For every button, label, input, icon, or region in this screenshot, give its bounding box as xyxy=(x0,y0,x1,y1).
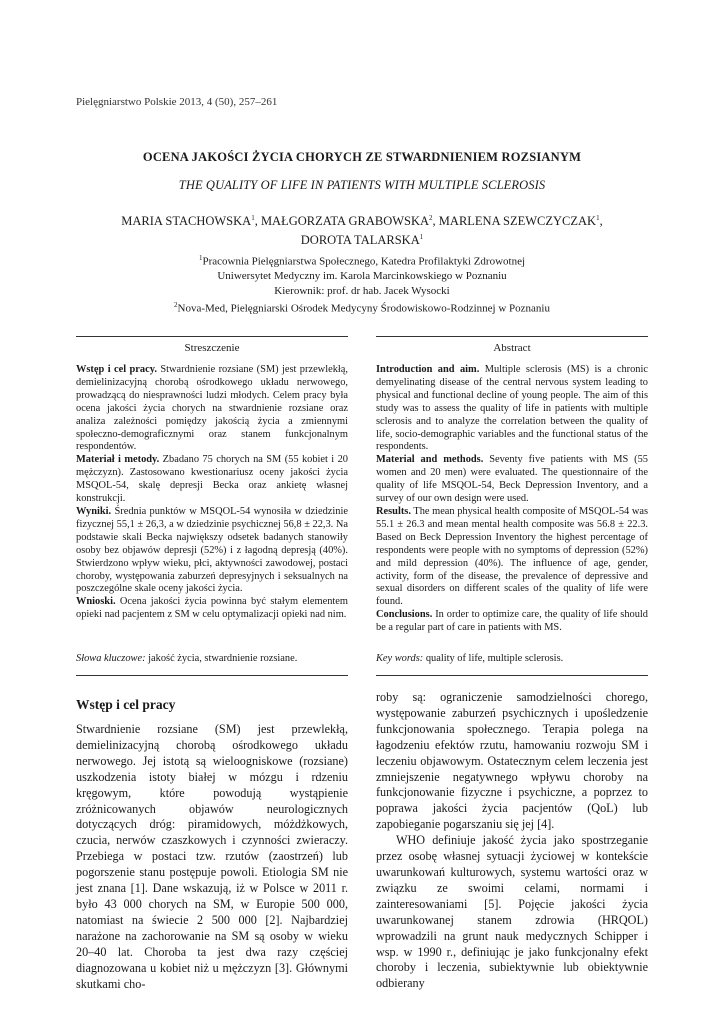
streszczenie-section: Wstęp i cel pracy. Stwardnienie rozsiane (SM) jest przewlekłą, demielinizacyjną chorobą ośrodkowego układu nerwowego, prowadzącą do niesprawności ludzi młodych. Celem pracy była ocena jakości życia chorych na stwardnienie rozsiane oraz analiza zależności pomiędzy jakością życia a zmiennymi społeczno-demograficznymi oraz stanem funkcjonalnym respondentów. xyxy=(76,364,348,453)
author-name: MARIA STACHOWSKA xyxy=(121,214,252,229)
article-title-pl: OCENA JAKOŚCI ŻYCIA CHORYCH ZE STWARDNIENIEM ROZSIANYM xyxy=(142,150,582,164)
abstract-section: Material and methods. Seventy five patients with MS (55 women and 20 men) were evaluated. The questionnaire of the quality of life MSQOL-54, Beck Depression Inventory, and a survey of our own design were used. xyxy=(376,454,648,505)
abstract-section: Results. The mean physical health composite of MSQOL-54 was 55.1 ± 26.3 and mean mental health composite was 56.8 ± 22.3. Based on Beck Depression Inventory the highest percentage of respondents were people with no symptoms of depression (52%) and mild depression (40%). The influence of age, gender, activity, form of the disease, the prevalence of depressive and sexual disorders on different scales of the quality of life were found. xyxy=(376,505,648,608)
affiliation-line: Uniwersytet Medyczny im. Karola Marcinkowskiego w Poznaniu xyxy=(217,270,507,283)
author-list: MARIA STACHOWSKA$^1$, MAŁGORZATA GRABOWSKA$^2$, MARLENA SZEWCZYCZAK$^1$, DOROTA TALARSKA$^1$ xyxy=(121,214,603,248)
author-affiliation-mark: 1 xyxy=(596,214,600,222)
streszczenie-section: Wnioski. Ocena jakości życia powinna być stałym elementem opieki nad pacjentem z SM w celu optymalizacji opieki nad nim. xyxy=(76,596,348,621)
author-affiliation-mark: 2 xyxy=(429,214,433,222)
divider xyxy=(76,675,348,676)
abstract-heading: Abstract xyxy=(493,342,531,354)
affiliation-mark: 1 xyxy=(198,254,203,262)
article-title-en: THE QUALITY OF LIFE IN PATIENTS WITH MULTIPLE SCLEROSIS xyxy=(178,178,546,192)
affiliation-line: Kierownik: prof. dr hab. Jacek Wysocki xyxy=(274,284,450,297)
journal-citation: Pielęgniarstwo Polskie 2013, 4 (50), 257–261 xyxy=(76,96,278,108)
abstract-text xyxy=(376,364,648,635)
streszczenie-section: Materiał i metody. Zbadano 75 chorych na SM (55 kobiet i 20 mężczyzn). Zastosowano kwestionariusz oceny jakości życia MSQOL-54, skalę depresji Becka oraz ankietę własnej konstrukcji. xyxy=(76,454,348,505)
streszczenie-heading: Streszczenie xyxy=(184,342,240,354)
body-column-left xyxy=(76,722,348,992)
section-heading: Wstęp i cel pracy xyxy=(76,697,176,712)
author-name: DOROTA TALARSKA xyxy=(300,233,420,248)
divider xyxy=(376,675,648,676)
body-paragraph: roby są: ograniczenie samodzielności chorego, występowanie zaburzeń psychicznych i upośledzenie funkcjonowania społecznego. Terapia polega na łagodzeniu efektów rzutu, hamowaniu rozwoju SM i leczeniu objawowym. Ostatecznym celem leczenia jest zmniejszenie negatywnego wpływu choroby na funkcjonowanie fizyczne i psychiczne, a poprzez to poprawa jakości życia pacjentów (QoL) lub zapobieganie pogarszaniu się jej [4]. xyxy=(376,690,648,832)
author-name: MAŁGORZATA GRABOWSKA xyxy=(260,214,430,229)
streszczenie-text xyxy=(76,364,348,622)
keywords-en: Key words: quality of life, multiple sclerosis. xyxy=(376,653,564,664)
divider xyxy=(76,336,348,337)
body-paragraph: Stwardnienie rozsiane (SM) jest przewlekłą, demielinizacyjną chorobą ośrodkowego układu nerwowego. Jej istotą są wieloogniskowe (rozsiane) uszkodzenia istoty białej w mózgu i rdzeniu kręgowym, które powodują wystąpienie zróżnicowanych objawów neurologicznych dotyczących dróg: piramidowych, móżdżkowych, czucia, nerwów czaszkowych i czynności zwieraczy. Przebiega w postaci tzw. rzutów (zaostrzeń) lub pogorszenie stanu postępuje powoli. Etiologia SM nie jest znana [1]. Dane wskazują, iż w Polsce w 2011 r. było 43 000 chorych na SM, w Europie 500 000, natomiast na świecie 2 500 000 [2]. Najbardziej narażone na zachorowanie na SM są osoby w wieku 20–40 lat. Choroba ta jest dwa razy częściej diagnozowana u kobiet niż u mężczyzn [3]. Głównymi skutkami cho- xyxy=(76,722,348,991)
author-affiliation-mark: 1 xyxy=(251,214,255,222)
author-name: MARLENA SZEWCZYCZAK xyxy=(438,214,597,229)
affiliation-mark: 2 xyxy=(174,301,178,310)
streszczenie-section: Wyniki. Średnia punktów w MSQOL-54 wynosiła w dziedzinie fizycznej 55,1 ± 26,3, a w dziedzinie psychicznej 56,8 ± 22,3. Na podstawie skali Becka największy odsetek badanych stanowiły osoby bez objawów depresji (52%) i z łagodną depresją (40%). Stwierdzono wpływ wieku, płci, aktywności zawodowej, postaci choroby, występowania zaburzeń depresyjnych i seksualnych na poszczególne skale oceny jakości życia. xyxy=(76,505,348,595)
affiliation-line: $^2$Nova-Med, Pielęgniarski Ośrodek Medycyny Środowiskowo-Rodzinnej w Poznaniu xyxy=(174,301,550,315)
affiliations xyxy=(0,251,724,316)
divider xyxy=(376,336,648,337)
body-paragraph: WHO definiuje jakość życia jako spostrzeganie przez osobę własnej sytuacji życiowej w kontekście uwarunkowań kulturowych, systemu wartości oraz w związku ze swoimi celami, normami i zainteresowaniami [5]. Pojęcie jakości życia uwarunkowanej stanem zdrowia (HRQOL) wprowadzili na grunt nauk medycznych Schipper i wsp. w 1990 r., definiując je jako funkcjonalny efekt choroby i leczenia, subiektywnie lub obiektywnie odbierany xyxy=(376,833,648,991)
body-column-right xyxy=(376,690,648,992)
keywords-pl: Słowa kluczowe: jakość życia, stwardnienie rozsiane. xyxy=(76,653,298,664)
affiliation-line: $^1$Pracownia Pielęgniarstwa Społecznego, Katedra Profilaktyki Zdrowotnej xyxy=(198,254,526,268)
abstract-section: Introduction and aim. Multiple sclerosis (MS) is a chronic demyelinating disease of the central nervous system leading to physical and functional decline of young people. The aim of this study was to assess the quality of life in patients with multiple sclerosis and to analyze the correlation between the quality of life, socio-demographic variables and the functional status of the respondents. xyxy=(376,364,648,453)
author-affiliation-mark: 1 xyxy=(419,233,424,242)
abstract-section: Conclusions. In order to optimize care, the quality of life should be a regular part of care in patients with MS. xyxy=(376,609,648,634)
